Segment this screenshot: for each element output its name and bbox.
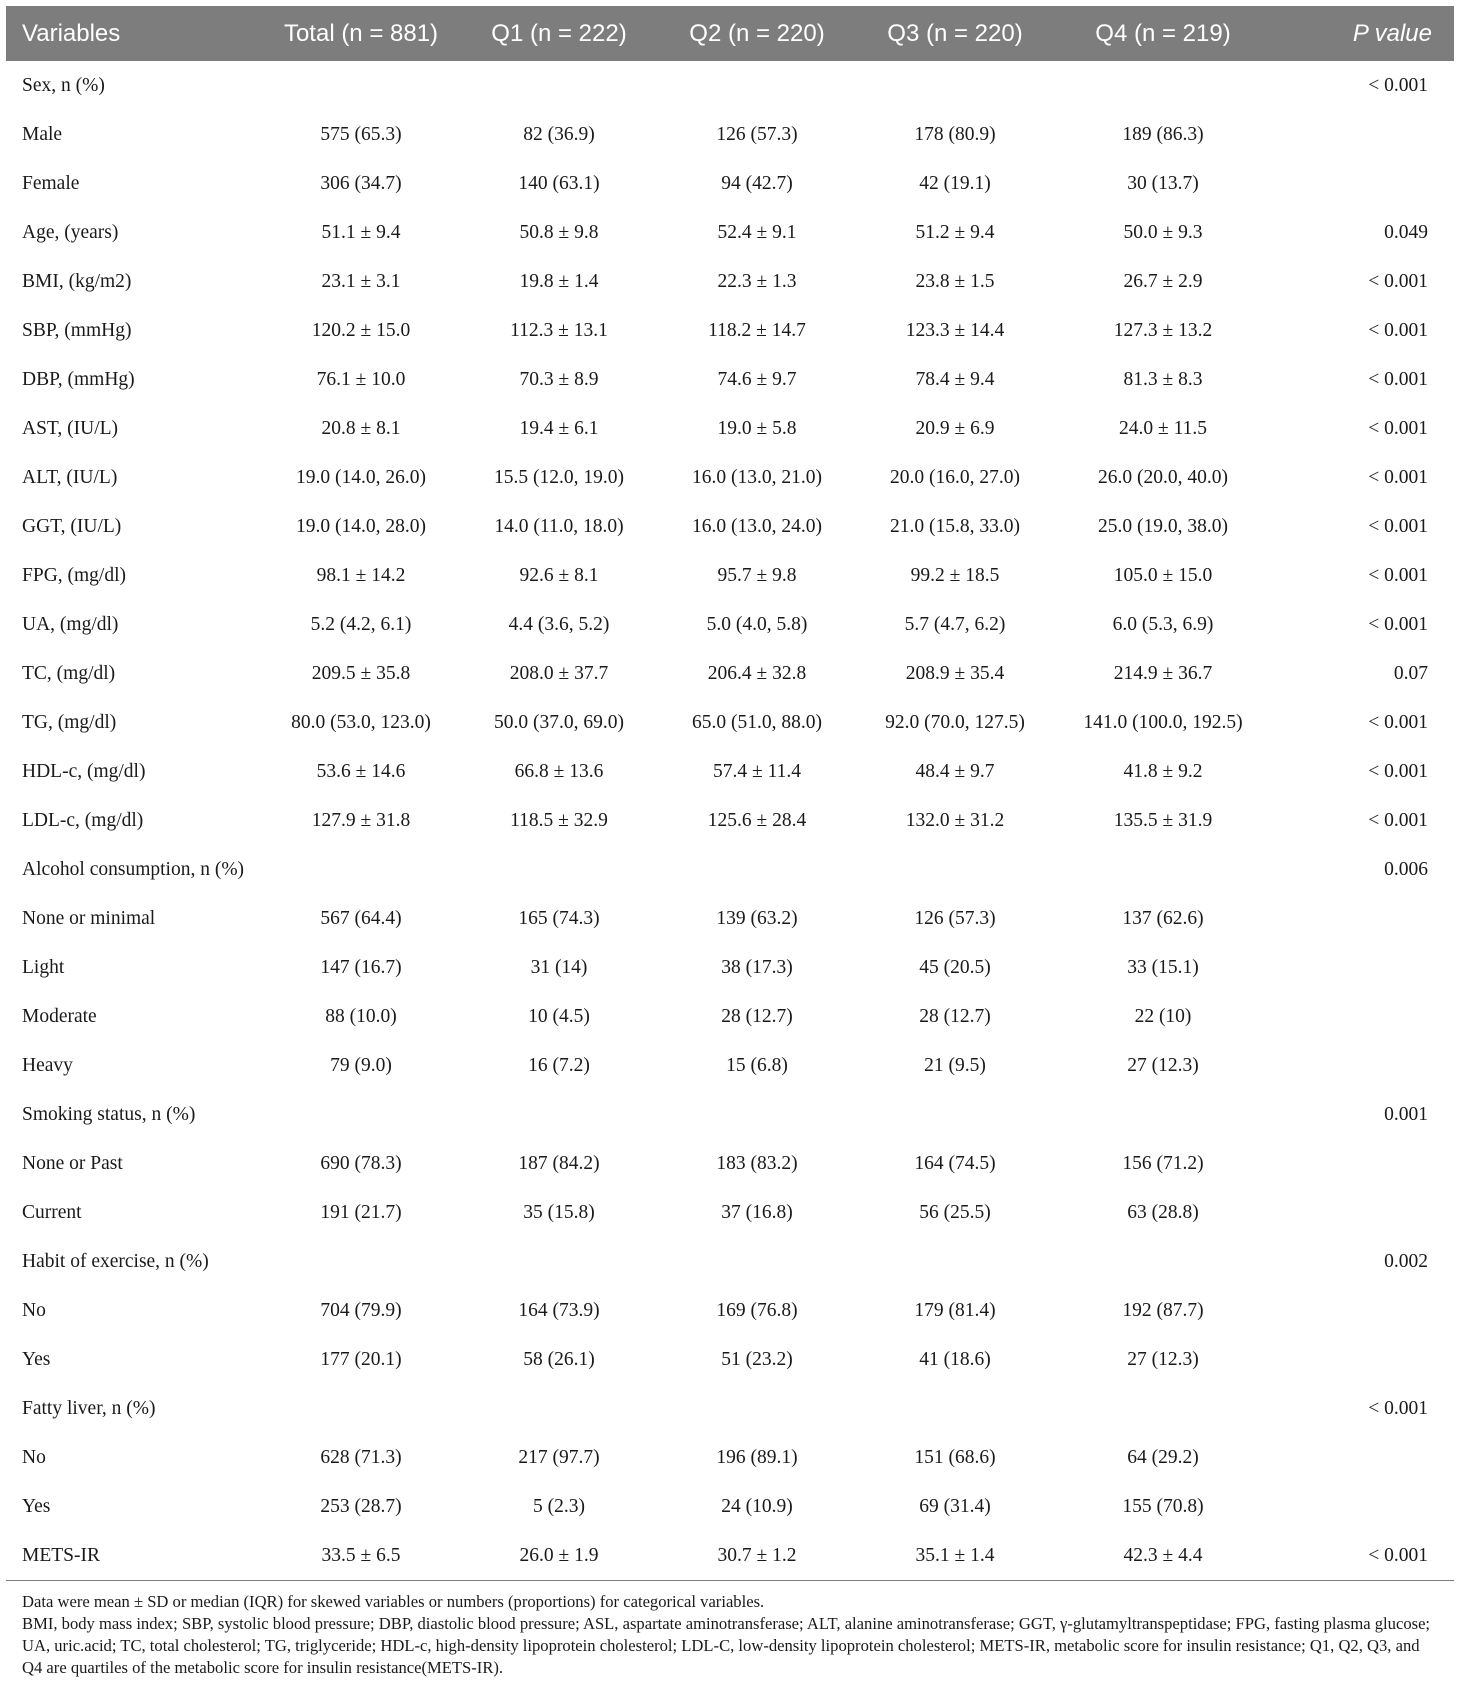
table-row xyxy=(6,992,1454,1041)
table-footnote xyxy=(6,1581,1454,1679)
p-value-cell: 0.006 xyxy=(1384,858,1428,880)
q4-cell: 33 (15.1) xyxy=(1127,956,1199,978)
total-cell: 628 (71.3) xyxy=(320,1446,402,1468)
variable-cell: AST, (IU/L) xyxy=(22,417,119,439)
total-cell: 19.0 (14.0, 28.0) xyxy=(296,515,426,537)
table-row xyxy=(6,1384,1454,1433)
q1-cell: 15.5 (12.0, 19.0) xyxy=(494,466,624,488)
p-value-cell: < 0.001 xyxy=(1368,466,1428,488)
q3-cell: 28 (12.7) xyxy=(919,1005,991,1027)
total-cell: 567 (64.4) xyxy=(320,907,402,929)
q4-cell: 26.0 (20.0, 40.0) xyxy=(1098,466,1228,488)
header-q4: Q4 (n = 219) xyxy=(1054,6,1272,61)
table-row xyxy=(6,453,1454,502)
total-cell: 306 (34.7) xyxy=(320,172,402,194)
q4-cell: 24.0 ± 11.5 xyxy=(1119,417,1207,439)
header-total: Total (n = 881) xyxy=(262,6,460,61)
total-cell: 575 (65.3) xyxy=(320,123,402,145)
total-cell xyxy=(262,61,460,110)
p-value-cell: 0.002 xyxy=(1384,1250,1428,1272)
q4-cell: 22 (10) xyxy=(1134,1005,1192,1027)
q1-cell xyxy=(460,1384,658,1433)
total-cell: 191 (21.7) xyxy=(320,1201,402,1223)
q3-cell: 69 (31.4) xyxy=(919,1495,991,1517)
table-row xyxy=(6,61,1454,110)
q2-cell: 65.0 (51.0, 88.0) xyxy=(692,711,822,733)
q1-cell: 19.8 ± 1.4 xyxy=(519,270,599,292)
total-cell xyxy=(262,845,460,894)
variable-cell: FPG, (mg/dl) xyxy=(22,564,127,586)
q2-cell: 94 (42.7) xyxy=(721,172,793,194)
variable-cell: None or Past xyxy=(22,1152,123,1174)
total-cell: 253 (28.7) xyxy=(320,1495,402,1517)
q1-cell: 208.0 ± 37.7 xyxy=(509,662,609,684)
q4-cell: 214.9 ± 36.7 xyxy=(1113,662,1213,684)
variable-cell: TC, (mg/dl) xyxy=(22,662,116,684)
q3-cell: 78.4 ± 9.4 xyxy=(915,368,995,390)
variable-cell: No xyxy=(22,1446,46,1468)
p-value-cell xyxy=(1272,943,1454,992)
p-value-cell: < 0.001 xyxy=(1368,515,1428,537)
q1-cell: 58 (26.1) xyxy=(523,1348,595,1370)
table-row xyxy=(6,1531,1454,1581)
q3-cell: 42 (19.1) xyxy=(919,172,991,194)
q4-cell: 26.7 ± 2.9 xyxy=(1123,270,1203,292)
p-value-cell xyxy=(1272,992,1454,1041)
total-cell: 120.2 ± 15.0 xyxy=(311,319,411,341)
variable-cell: Current xyxy=(22,1201,82,1223)
q2-cell: 28 (12.7) xyxy=(721,1005,793,1027)
table-row xyxy=(6,649,1454,698)
q2-cell: 196 (89.1) xyxy=(716,1446,798,1468)
table-row xyxy=(6,404,1454,453)
variable-cell: Female xyxy=(22,172,80,194)
header-variables: Variables xyxy=(6,6,262,61)
q3-cell: 35.1 ± 1.4 xyxy=(856,1531,1054,1581)
q2-cell: 74.6 ± 9.7 xyxy=(717,368,797,390)
q3-cell: 21.0 (15.8, 33.0) xyxy=(890,515,1020,537)
q1-cell: 35 (15.8) xyxy=(523,1201,595,1223)
q2-cell: 52.4 ± 9.1 xyxy=(717,221,797,243)
p-value-cell: < 0.001 xyxy=(1368,417,1428,439)
q2-cell: 24 (10.9) xyxy=(721,1495,793,1517)
q4-cell: 30 (13.7) xyxy=(1127,172,1199,194)
q4-cell xyxy=(1054,1237,1272,1286)
q2-cell xyxy=(658,1237,856,1286)
p-value-cell xyxy=(1272,1433,1454,1482)
variable-cell: Age, (years) xyxy=(22,221,119,243)
p-value-cell xyxy=(1272,1482,1454,1531)
table-row xyxy=(6,600,1454,649)
table-row xyxy=(6,1335,1454,1384)
q1-cell: 92.6 ± 8.1 xyxy=(519,564,599,586)
variable-cell: Male xyxy=(22,123,63,145)
q3-cell: 179 (81.4) xyxy=(914,1299,996,1321)
table-header-row xyxy=(6,6,1454,61)
q1-cell: 16 (7.2) xyxy=(528,1054,590,1076)
q4-cell: 137 (62.6) xyxy=(1122,907,1204,929)
p-value-cell: < 0.001 xyxy=(1368,711,1428,733)
q3-cell: 56 (25.5) xyxy=(919,1201,991,1223)
q2-cell xyxy=(658,845,856,894)
q1-cell xyxy=(460,845,658,894)
table-row xyxy=(6,355,1454,404)
q3-cell: 5.7 (4.7, 6.2) xyxy=(904,613,1006,635)
q4-cell: 135.5 ± 31.9 xyxy=(1113,809,1213,831)
q2-cell: 5.0 (4.0, 5.8) xyxy=(706,613,808,635)
q3-cell: 208.9 ± 35.4 xyxy=(905,662,1005,684)
q4-cell: 50.0 ± 9.3 xyxy=(1123,221,1203,243)
variable-cell: Yes xyxy=(22,1495,51,1517)
variable-cell: METS-IR xyxy=(6,1531,262,1581)
header-q1: Q1 (n = 222) xyxy=(460,6,658,61)
q2-cell: 57.4 ± 11.4 xyxy=(713,760,801,782)
q1-cell: 50.8 ± 9.8 xyxy=(519,221,599,243)
q2-cell xyxy=(658,1384,856,1433)
table-row xyxy=(6,1139,1454,1188)
q3-cell xyxy=(856,845,1054,894)
table-row xyxy=(6,1237,1454,1286)
variable-cell: Fatty liver, n (%) xyxy=(22,1397,156,1419)
q2-cell: 139 (63.2) xyxy=(716,907,798,929)
table-row xyxy=(6,845,1454,894)
p-value-cell xyxy=(1272,1335,1454,1384)
q4-cell xyxy=(1054,1384,1272,1433)
q3-cell: 51.2 ± 9.4 xyxy=(915,221,995,243)
q1-cell: 140 (63.1) xyxy=(518,172,600,194)
variable-cell: DBP, (mmHg) xyxy=(22,368,135,390)
q4-cell: 6.0 (5.3, 6.9) xyxy=(1112,613,1214,635)
q1-cell xyxy=(460,61,658,110)
variable-cell: GGT, (IU/L) xyxy=(22,515,122,537)
q3-cell: 92.0 (70.0, 127.5) xyxy=(885,711,1025,733)
total-cell: 80.0 (53.0, 123.0) xyxy=(291,711,431,733)
p-value-cell: < 0.001 xyxy=(1368,368,1428,390)
header-q3: Q3 (n = 220) xyxy=(856,6,1054,61)
q4-cell: 27 (12.3) xyxy=(1127,1348,1199,1370)
variable-cell: Light xyxy=(22,956,65,978)
variable-cell: Sex, n (%) xyxy=(22,74,105,96)
q3-cell: 48.4 ± 9.7 xyxy=(915,760,995,782)
variable-cell: SBP, (mmHg) xyxy=(22,319,132,341)
footnote-abbreviations: BMI, body mass index; SBP, systolic blood pressure; DBP, diastolic blood pressure; ASL, aspartate aminotransferase; ALT, alanine aminotransferase; GGT, γ-glutamyltranspeptidase; FPG, fasting plasma glucose; UA, uric.acid; TC, total cholesterol; TG, triglyceride; HDL-c, high-density lipoprotein cholesterol; LDL-C, low-density lipoprotein cholesterol; METS-IR, metabolic score for insulin resistance; Q1, Q2, Q3, and Q4 are quartiles of the metabolic score for insulin resistance(METS-IR). xyxy=(22,1614,1431,1677)
p-value-cell: < 0.001 xyxy=(1368,564,1428,586)
total-cell: 5.2 (4.2, 6.1) xyxy=(310,613,412,635)
total-cell: 20.8 ± 8.1 xyxy=(321,417,401,439)
p-value-cell xyxy=(1272,159,1454,208)
variable-cell: LDL-c, (mg/dl) xyxy=(22,809,144,831)
total-cell: 33.5 ± 6.5 xyxy=(262,1531,460,1581)
q3-cell xyxy=(856,1384,1054,1433)
p-value-cell: < 0.001 xyxy=(1368,74,1428,96)
document-page xyxy=(6,6,1454,1679)
total-cell: 704 (79.9) xyxy=(320,1299,402,1321)
p-value-cell xyxy=(1272,1139,1454,1188)
table-row xyxy=(6,551,1454,600)
table-body xyxy=(6,61,1454,1581)
total-cell: 690 (78.3) xyxy=(320,1152,402,1174)
q3-cell: 151 (68.6) xyxy=(914,1446,996,1468)
table-row xyxy=(6,747,1454,796)
q1-cell: 165 (74.3) xyxy=(518,907,600,929)
p-value-cell: 0.07 xyxy=(1393,662,1428,684)
q2-cell: 22.3 ± 1.3 xyxy=(717,270,797,292)
q3-cell: 99.2 ± 18.5 xyxy=(910,564,1000,586)
variable-cell: UA, (mg/dl) xyxy=(22,613,119,635)
header-p-value-text: P value xyxy=(1352,19,1432,47)
table-row xyxy=(6,894,1454,943)
q1-cell: 26.0 ± 1.9 xyxy=(460,1531,658,1581)
total-cell xyxy=(262,1384,460,1433)
q1-cell: 31 (14) xyxy=(530,956,588,978)
q2-cell: 30.7 ± 1.2 xyxy=(658,1531,856,1581)
table-row xyxy=(6,1433,1454,1482)
q3-cell: 21 (9.5) xyxy=(924,1054,986,1076)
table-row xyxy=(6,698,1454,747)
q2-cell: 126 (57.3) xyxy=(716,123,798,145)
q3-cell: 178 (80.9) xyxy=(914,123,996,145)
total-cell: 19.0 (14.0, 26.0) xyxy=(296,466,426,488)
q2-cell: 15 (6.8) xyxy=(726,1054,788,1076)
q4-cell: 27 (12.3) xyxy=(1127,1054,1199,1076)
q2-cell: 51 (23.2) xyxy=(721,1348,793,1370)
q1-cell: 217 (97.7) xyxy=(518,1446,600,1468)
table-row xyxy=(6,502,1454,551)
q4-cell xyxy=(1054,845,1272,894)
variable-cell: Yes xyxy=(22,1348,51,1370)
p-value-cell xyxy=(1272,110,1454,159)
total-cell: 127.9 ± 31.8 xyxy=(311,809,411,831)
q2-cell xyxy=(658,61,856,110)
q3-cell: 164 (74.5) xyxy=(914,1152,996,1174)
q3-cell: 20.9 ± 6.9 xyxy=(915,417,995,439)
p-value-cell: < 0.001 xyxy=(1368,319,1428,341)
q3-cell: 23.8 ± 1.5 xyxy=(915,270,995,292)
q1-cell: 112.3 ± 13.1 xyxy=(510,319,608,341)
q2-cell: 16.0 (13.0, 24.0) xyxy=(692,515,822,537)
q1-cell: 5 (2.3) xyxy=(533,1495,585,1517)
p-value-cell: < 0.001 xyxy=(1368,809,1428,831)
total-cell: 98.1 ± 14.2 xyxy=(316,564,406,586)
q2-cell: 38 (17.3) xyxy=(721,956,793,978)
q3-cell: 126 (57.3) xyxy=(914,907,996,929)
variable-cell: HDL-c, (mg/dl) xyxy=(22,760,146,782)
baseline-characteristics-table xyxy=(6,6,1454,1581)
p-value-cell: 0.001 xyxy=(1384,1103,1428,1125)
header-p-value xyxy=(1272,6,1454,61)
variable-cell: BMI, (kg/m2) xyxy=(22,270,132,292)
p-value-cell: < 0.001 xyxy=(1368,270,1428,292)
q3-cell: 132.0 ± 31.2 xyxy=(905,809,1005,831)
variable-cell: No xyxy=(22,1299,46,1321)
variable-cell: Habit of exercise, n (%) xyxy=(22,1250,209,1272)
q3-cell xyxy=(856,61,1054,110)
q4-cell: 42.3 ± 4.4 xyxy=(1054,1531,1272,1581)
p-value-cell xyxy=(1272,894,1454,943)
q4-cell xyxy=(1054,1090,1272,1139)
q1-cell: 4.4 (3.6, 5.2) xyxy=(508,613,610,635)
q2-cell: 95.7 ± 9.8 xyxy=(717,564,797,586)
q3-cell: 45 (20.5) xyxy=(919,956,991,978)
q1-cell: 164 (73.9) xyxy=(518,1299,600,1321)
p-value-cell xyxy=(1272,1286,1454,1335)
q4-cell: 192 (87.7) xyxy=(1122,1299,1204,1321)
variable-cell: ALT, (IU/L) xyxy=(22,466,118,488)
p-value-cell: < 0.001 xyxy=(1368,613,1428,635)
total-cell: 79 (9.0) xyxy=(330,1054,392,1076)
variable-cell: Heavy xyxy=(22,1054,73,1076)
q2-cell: 19.0 ± 5.8 xyxy=(717,417,797,439)
q1-cell: 187 (84.2) xyxy=(518,1152,600,1174)
q4-cell: 63 (28.8) xyxy=(1127,1201,1199,1223)
table-row xyxy=(6,1482,1454,1531)
q4-cell: 155 (70.8) xyxy=(1122,1495,1204,1517)
q4-cell: 25.0 (19.0, 38.0) xyxy=(1098,515,1228,537)
q2-cell xyxy=(658,1090,856,1139)
table-row xyxy=(6,208,1454,257)
table-row xyxy=(6,306,1454,355)
q3-cell xyxy=(856,1090,1054,1139)
total-cell: 177 (20.1) xyxy=(320,1348,402,1370)
q4-cell: 105.0 ± 15.0 xyxy=(1113,564,1213,586)
q1-cell: 66.8 ± 13.6 xyxy=(514,760,604,782)
q2-cell: 206.4 ± 32.8 xyxy=(707,662,807,684)
q4-cell: 41.8 ± 9.2 xyxy=(1123,760,1203,782)
q1-cell: 14.0 (11.0, 18.0) xyxy=(494,515,624,537)
total-cell: 209.5 ± 35.8 xyxy=(311,662,411,684)
variable-cell: Smoking status, n (%) xyxy=(22,1103,196,1125)
p-value-cell: < 0.001 xyxy=(1272,1531,1454,1581)
variable-cell: Moderate xyxy=(22,1005,97,1027)
q4-cell: 127.3 ± 13.2 xyxy=(1113,319,1213,341)
q1-cell: 10 (4.5) xyxy=(528,1005,590,1027)
q1-cell xyxy=(460,1237,658,1286)
p-value-cell xyxy=(1272,1041,1454,1090)
q1-cell: 50.0 (37.0, 69.0) xyxy=(494,711,624,733)
total-cell: 53.6 ± 14.6 xyxy=(316,760,406,782)
total-cell: 88 (10.0) xyxy=(325,1005,397,1027)
q1-cell: 19.4 ± 6.1 xyxy=(519,417,599,439)
q3-cell: 20.0 (16.0, 27.0) xyxy=(890,466,1020,488)
p-value-cell: < 0.001 xyxy=(1368,760,1428,782)
total-cell: 147 (16.7) xyxy=(320,956,402,978)
total-cell xyxy=(262,1237,460,1286)
table-row xyxy=(6,1090,1454,1139)
q4-cell: 189 (86.3) xyxy=(1122,123,1204,145)
q2-cell: 169 (76.8) xyxy=(716,1299,798,1321)
p-value-cell: < 0.001 xyxy=(1368,1397,1428,1419)
q3-cell xyxy=(856,1237,1054,1286)
q1-cell: 118.5 ± 32.9 xyxy=(510,809,608,831)
total-cell: 51.1 ± 9.4 xyxy=(321,221,401,243)
q4-cell: 64 (29.2) xyxy=(1127,1446,1199,1468)
q2-cell: 37 (16.8) xyxy=(721,1201,793,1223)
q1-cell: 70.3 ± 8.9 xyxy=(519,368,599,390)
variable-cell: Alcohol consumption, n (%) xyxy=(22,858,245,880)
q3-cell: 41 (18.6) xyxy=(919,1348,991,1370)
q2-cell: 125.6 ± 28.4 xyxy=(707,809,807,831)
header-q2: Q2 (n = 220) xyxy=(658,6,856,61)
q4-cell: 141.0 (100.0, 192.5) xyxy=(1083,711,1243,733)
q2-cell: 183 (83.2) xyxy=(716,1152,798,1174)
table-row xyxy=(6,110,1454,159)
total-cell: 76.1 ± 10.0 xyxy=(316,368,406,390)
table-row xyxy=(6,1188,1454,1237)
p-value-cell xyxy=(1272,1188,1454,1237)
table-row xyxy=(6,159,1454,208)
variable-cell: TG, (mg/dl) xyxy=(22,711,117,733)
table-row xyxy=(6,1041,1454,1090)
q4-cell xyxy=(1054,61,1272,110)
p-value-cell: 0.049 xyxy=(1384,221,1428,243)
q4-cell: 156 (71.2) xyxy=(1122,1152,1204,1174)
q2-cell: 16.0 (13.0, 21.0) xyxy=(692,466,822,488)
q1-cell: 82 (36.9) xyxy=(523,123,595,145)
q3-cell: 123.3 ± 14.4 xyxy=(905,319,1005,341)
footnote-line: Data were mean ± SD or median (IQR) for skewed variables or numbers (proportions) for categorical variables. xyxy=(22,1592,765,1611)
total-cell: 23.1 ± 3.1 xyxy=(321,270,401,292)
total-cell xyxy=(262,1090,460,1139)
q4-cell: 81.3 ± 8.3 xyxy=(1123,368,1203,390)
variable-cell: None or minimal xyxy=(22,907,156,929)
table-row xyxy=(6,257,1454,306)
table-row xyxy=(6,1286,1454,1335)
q1-cell xyxy=(460,1090,658,1139)
table-row xyxy=(6,796,1454,845)
table-row xyxy=(6,943,1454,992)
q2-cell: 118.2 ± 14.7 xyxy=(708,319,806,341)
